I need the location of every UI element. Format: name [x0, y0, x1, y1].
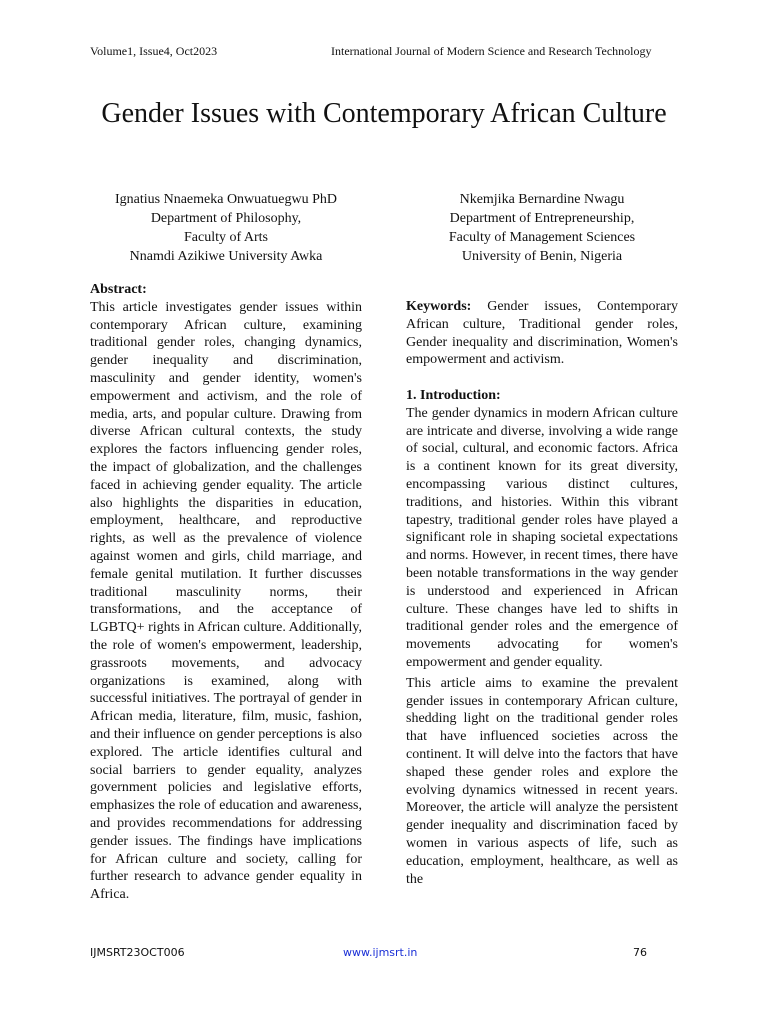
author-institution: University of Benin, Nigeria — [461, 249, 623, 264]
abstract-text: This article investigates gender issues within contemporary African culture, examining traditional gender roles, changing dynamics, gender inequality and discrimination, masculinity and gender identity, women's empowerment and activism, and the role of media, arts, and popular culture. Drawing from diverse African cultural contexts, the study explores the factors influencing gender roles, the impact of globalization, and the challenges faced in achieving gender equality. The article also highlights the disparities in education, employment, healthcare, and reproductive rights, as well as the prevalence of violence against women and girls, child marriage, and female genital mutilation. It further discusses traditional masculinity norms, their transformations, and the acceptance of LGBTQ+ rights in African culture. Additionally, the role of women's empowerment, leadership, grassroots movements, and advocacy organizations is examined, along with successful initiatives. The portrayal of gender in African media, literature, film, music, fashion, and their influence on gender perceptions is also explored. The article identifies cultural and social barriers to gender equality, analyzes government policies and legislative efforts, emphasizes the role of education and awareness, and provides recommendations for addressing gender issues. The findings have implications for African culture and society, calling for further research to advance gender equality in Africa. — [90, 299, 362, 903]
introduction-paragraph-1: The gender dynamics in modern African culture are intricate and diverse, involving a wide range of social, cultural, and economic factors. Africa is a continent known for its great diversity, encompassing various distinct cultures, traditions, and histories. Within this vibrant tapestry, traditional gender roles have played a significant role in shaping societal expectations and norms. However, in recent times, there have been notable transformations in the way gender is understood and experienced in African culture. These changes have led to shifts in traditional gender roles and the emergence of movements advocating for women's empowerment and gender equality. — [406, 405, 678, 670]
author-faculty: Faculty of Arts — [184, 230, 268, 245]
author-institution: Nnamdi Azikiwe University Awka — [129, 249, 323, 264]
footer-page-number: 76 — [633, 946, 647, 959]
introduction-section — [406, 387, 678, 888]
header-volume: Volume1, Issue4, Oct2023 — [90, 44, 218, 58]
keywords-paragraph — [406, 298, 678, 369]
author-department: Department of Philosophy, — [150, 211, 302, 226]
author-block-2 — [406, 190, 678, 266]
keywords-text: Gender issues, Contemporary African culture, Traditional gender roles, Gender inequality and discrimination, Women's empowerment and activism. — [406, 299, 678, 368]
footer-article-id: IJMSRT23OCT006 — [90, 946, 185, 959]
abstract-section — [90, 281, 362, 904]
introduction-paragraph-2: This article aims to examine the prevalent gender issues in contemporary African culture, shedding light on the traditional gender roles that have influenced societies across the continent. It will delve into the factors that have shaped these gender roles and explore the evolving dynamics witnessed in recent years. Moreover, the article will analyze the persistent gender inequality and discrimination faced by women in various aspects of life, such as education, employment, healthcare, as well as the — [406, 675, 678, 887]
keywords-label: Keywords: — [406, 299, 472, 314]
keywords-section — [406, 298, 678, 369]
abstract-heading: Abstract: — [90, 282, 147, 297]
author-faculty: Faculty of Management Sciences — [448, 230, 636, 245]
paper-title: Gender Issues with Contemporary African Culture — [101, 98, 667, 129]
footer-website-link[interactable]: www.ijmsrt.in — [343, 946, 418, 959]
author-name: Ignatius Nnaemeka Onwuatuegwu PhD — [114, 192, 337, 207]
author-block-1 — [90, 190, 362, 266]
introduction-heading: 1. Introduction: — [406, 388, 501, 403]
header-journal-name: International Journal of Modern Science and Research Technology — [331, 44, 652, 58]
author-department: Department of Entrepreneurship, — [449, 211, 635, 226]
author-name: Nkemjika Bernardine Nwagu — [459, 192, 625, 207]
